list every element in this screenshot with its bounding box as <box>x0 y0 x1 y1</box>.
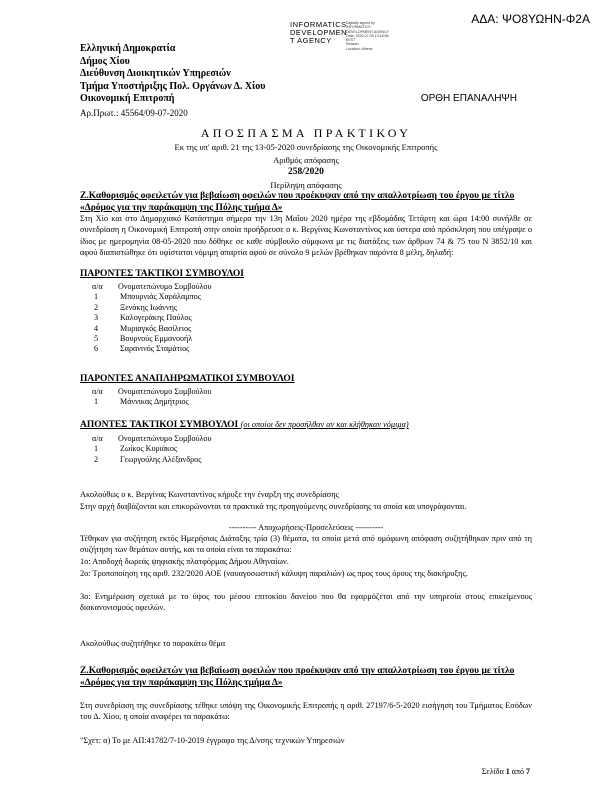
present-substitute-list <box>92 387 211 408</box>
decisions-heading <box>0 523 612 532</box>
present-substitute-heading: ΠΑΡΟΝΤΕΣ ΑΝΑΠΛΗΡΩΜΑΤΙΚΟΙ ΣΥΜΒΟΥΛΟΙ <box>80 374 295 384</box>
col-name: Ονοματεπώνυμο Συμβούλου <box>118 387 212 396</box>
item-number: 3 <box>94 313 99 323</box>
decisions-item: 2ο: Τροποποίηση της αριθ. 232/2020 ΑΟΕ (ναυαγοσωστική κάλυψη παραλιών) ως προς τους όρους της διακήρυξης. <box>80 569 468 578</box>
header-line: Διεύθυνση Διοικητικών Υπηρεσιών <box>80 68 231 80</box>
page-sep: από <box>511 767 524 776</box>
decision-number: 258/2020 <box>288 167 324 177</box>
next-topic: Ακολούθως συζητήθηκε το παρακάτω θέμα <box>80 639 226 648</box>
list-item <box>92 455 211 465</box>
stamp-line: INFORMATICS <box>290 20 347 29</box>
subject-repeat-heading: Ζ.Καθορισμός οφειλετών για βεβαίωση οφειλών που προέκυψαν από την απαλλοτρίωση του έργου με τίτλο «Δρόμος για την παράκαμψη της Πόλης τμήμα Δ» <box>80 666 515 688</box>
header-line: Τμήμα Υποστήριξης Πολ. Οργάνων Δ. Χίου <box>80 80 266 92</box>
signature-detail: Location: Athens <box>346 46 373 51</box>
list-item <box>92 324 211 334</box>
summary-label: Περίληψη απόφασης <box>270 180 342 190</box>
col-name: Ονοματεπώνυμο Συμβούλου <box>118 282 212 291</box>
member-name: Καλογεράκης Παύλος <box>120 313 192 323</box>
member-name: Βουρνούς Εμμανουήλ <box>120 334 193 344</box>
item-number: 2 <box>94 454 99 464</box>
document-title: ΑΠΟΣΠΑΣΜΑ ΠΡΑΚΤΙΚΟΥ <box>200 126 412 140</box>
item-number: 1 <box>94 397 99 407</box>
list-header <box>92 434 211 444</box>
member-name: Μπουρνιάς Χαράλαμπος <box>120 292 201 302</box>
closing-paragraph: Στη συνεδρίαση της συνεδρίασης τέθηκε υπόψη της Οικονομικής Επιτροπής η αριθ. 27197/6-5-2020 εισήγηση του Τμήματος Εσόδων του Δ. Χίου, η οποία αναφέρει τα παρακάτω: <box>80 701 532 722</box>
reference-line: "Σχετ: α) Το με ΑΠ:41782/7-10-2019 έγγραφο της Δ/νσης τεχνικών Υπηρεσιών <box>80 736 345 745</box>
stamp-line: T AGENCY <box>290 36 332 45</box>
absent-note: (οι οποίοι δεν προσήλθαν αν και κλήθηκαν νόμιμα) <box>240 420 409 429</box>
signature-details <box>346 21 389 51</box>
item-number: 1 <box>94 292 99 302</box>
col-name: Ονοματεπώνυμο Συμβούλου <box>118 434 212 443</box>
signature-detail: Digitally signed by <box>346 21 375 25</box>
signature-stamp <box>290 21 347 45</box>
item-number: 2 <box>94 302 99 312</box>
meeting-line: Εκ της υπ' αριθ. 21 της 13-05-2020 συνεδρίασης της Οικονομικής Επιτροπής <box>174 142 438 152</box>
minutes-paragraph: Στην αρχή διαβάζονται και επικυρώνονται τα πρακτικά της προηγούμενης συνεδρίασης τα οποία και υπογράφονται. <box>80 502 467 511</box>
list-item <box>92 397 211 407</box>
member-name: Ξενάκης Ιωάννης <box>120 302 178 312</box>
decisions-paragraph: Τέθηκαν για συζήτηση εκτός Ημερήσιας Διάταξης τρία (3) θέματα, τα οποία μετά από ομόφωνη απόφαση συζητήθηκαν πριν από τη συζήτηση των θεμάτων αυτής, και τα οποία είναι τα παρακάτω: <box>80 534 532 555</box>
header-line: Δήμος Χίου <box>80 55 130 67</box>
col-aa: α/α <box>92 282 103 291</box>
item-number: 6 <box>94 344 99 354</box>
list-item <box>92 344 211 354</box>
page-prefix: Σελίδα <box>481 767 504 776</box>
page-total: 7 <box>526 767 530 776</box>
list-item <box>92 292 211 302</box>
present-regular-list <box>92 282 211 355</box>
protocol-number: Αρ.Πρωτ.: 45564/09-07-2020 <box>80 108 188 118</box>
decisions-item: 1ο: Αποδοχή δωρεάς ψηφιακής πλατφόρμας Δήμου Αθηναίων. <box>80 557 289 566</box>
signature-detail: Date: 2020.07.09 13:16:56 <box>346 33 389 38</box>
absent-regular-list <box>92 434 211 465</box>
decision-label: Αριθμός απόφασης <box>273 155 339 165</box>
member-name: Μυριαγκός Βασίλειος <box>120 323 192 333</box>
opening-paragraph: Ακολούθως ο κ. Βεργίνας Κωνσταντίνος κήρυξε την έναρξη της συνεδρίασης <box>80 490 339 499</box>
list-item <box>92 303 211 313</box>
signature-detail: DEVELOPMENT AGENCY <box>346 29 390 34</box>
ada-code: ΑΔΑ: ΨΟ8ΥΩΗΝ-Φ2Α <box>471 12 590 26</box>
page-current: 1 <box>505 767 510 776</box>
correction-label: ΟΡΘΗ ΕΠΑΝΑΛΗΨΗ <box>420 93 517 104</box>
absent-heading-text: ΑΠΟΝΤΕΣ ΤΑΚΤΙΚΟΙ ΣΥΜΒΟΥΛΟΙ <box>80 420 239 430</box>
list-header <box>92 387 211 397</box>
issuer-header <box>80 43 265 106</box>
header-line: Οικονομική Επιτροπή <box>80 93 175 105</box>
stamp-line: DEVELOPMEN <box>290 28 348 37</box>
list-item <box>92 334 211 344</box>
item-number: 5 <box>94 334 99 344</box>
list-header <box>92 282 211 292</box>
signature-detail: INFORMATICS <box>346 25 371 30</box>
member-name: Μάννικας Δημήτριος <box>120 397 189 407</box>
intro-paragraph: Στη Χίο και στο Δημαρχιακό Κατάστημα σήμερα την 13η Μαΐου 2020 ημέρα της εβδομάδας Τετάρτη και ώρα 14:00 συνήλθε σε συνεδρίαση η Οικονομική Επιτροπή στην οποία προήδρευσε ο κ. Βεργίνας Κωνσταντίνος και ύστερα από πρόσκληση που υπέγραψε ο ίδιος με ημερομηνία 08-05-2020 που δόθηκε σε καθε σύμβουλο σύμφωνα με τις διατάξεις των άρθρων 74 & 75 του Ν 3852/10 και αφού διαπιστώθηκε ότι υφίσταται νόμιμη απαρτία αφού σε σύνολο 9 μελών βρέθηκαν παρόντα 8 μέλη, δηλαδή: <box>80 214 532 257</box>
decisions-heading-text: ---------- Αποχωρήσεις-Προσελεύσεις ---------- <box>228 523 384 532</box>
member-name: Ζωίκος Κυριάκος <box>120 444 178 454</box>
list-item <box>92 444 211 454</box>
member-name: Σαρανινός Σταμάτιος <box>120 344 190 354</box>
present-regular-heading: ΠΑΡΟΝΤΕΣ ΤΑΚΤΙΚΟΙ ΣΥΜΒΟΥΛΟΙ <box>80 269 244 279</box>
signature-detail: Reason: <box>346 42 360 47</box>
absent-regular-heading <box>80 420 409 430</box>
page-number <box>482 767 530 776</box>
member-name: Γεωργούλης Αλέξανδρος <box>120 454 202 464</box>
col-aa: α/α <box>92 387 103 396</box>
item-number: 4 <box>94 323 99 333</box>
decisions-item: 3ο: Ενημέρωση σχετικά με το ύψος του μέσου επιτοκίου δανείου που θα εφαρμόζεται από την υπηρεσία στους επικείμενους διακανονισμούς οφειλών. <box>80 592 532 613</box>
signature-detail: EEST <box>346 38 356 43</box>
col-aa: α/α <box>92 434 103 443</box>
list-item <box>92 313 211 323</box>
item-number: 1 <box>94 444 99 454</box>
subject-heading: Ζ.Καθορισμός οφειλετών για βεβαίωση οφειλών που προέκυψαν από την απαλλοτρίωση του έργου με τίτλο «Δρόμος για την παράκαμψη της Πόλης τμήμα Δ» <box>80 191 515 213</box>
header-line: Ελληνική Δημοκρατία <box>80 43 176 54</box>
